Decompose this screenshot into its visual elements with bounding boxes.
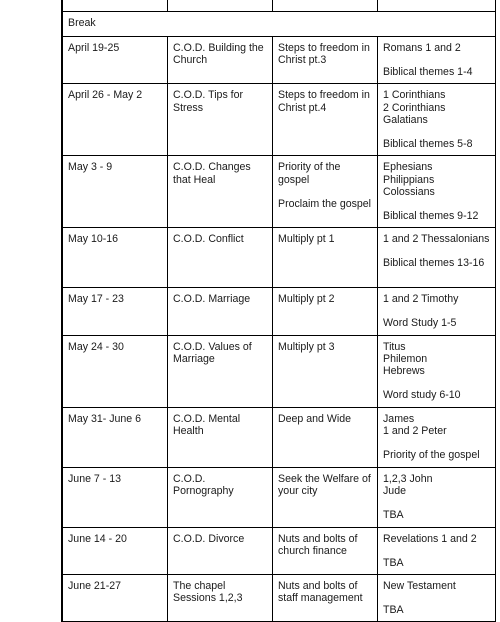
topic-cell bbox=[168, 84, 273, 156]
lesson-cell bbox=[273, 84, 378, 156]
study-theme: Word study 6-10 bbox=[383, 389, 461, 402]
reading-book: Jude bbox=[383, 484, 406, 497]
topic-title: C.O.D. Pornography bbox=[173, 472, 234, 497]
topic-title: C.O.D. Divorce bbox=[173, 532, 245, 545]
topic-title: C.O.D. Changes that Heal bbox=[173, 161, 251, 186]
line-gap bbox=[383, 126, 490, 138]
date-range: April 19-25 bbox=[68, 42, 120, 54]
lesson-title: Nuts and bolts of staff management bbox=[278, 580, 363, 605]
study-theme: Word Study 1-5 bbox=[383, 317, 457, 330]
date-range: May 24 - 30 bbox=[68, 340, 124, 353]
study-theme: TBA bbox=[383, 604, 404, 617]
lesson-title: Multiply pt 3 bbox=[278, 340, 335, 353]
date-range: April 26 - May 2 bbox=[68, 89, 143, 102]
lesson-title: Steps to freedom in Christ pt.3 bbox=[278, 42, 370, 67]
table-row bbox=[63, 527, 496, 574]
date-cell bbox=[63, 407, 168, 467]
date-range: June 7 - 13 bbox=[68, 472, 122, 485]
lesson-cell bbox=[273, 407, 378, 467]
date-cell bbox=[63, 575, 168, 622]
schedule-body bbox=[63, 0, 496, 622]
topic-title: C.O.D. Building the Church bbox=[173, 42, 264, 67]
line-gap bbox=[383, 497, 490, 509]
table-row bbox=[63, 467, 496, 527]
line-gap bbox=[383, 305, 490, 317]
study-theme: TBA bbox=[383, 509, 404, 522]
date-cell bbox=[63, 288, 168, 335]
topic-cell bbox=[168, 288, 273, 335]
topic-cell bbox=[168, 37, 273, 84]
line-gap bbox=[383, 54, 490, 66]
date-cell bbox=[63, 84, 168, 156]
date-range: June 21-27 bbox=[68, 580, 122, 593]
table-cell bbox=[168, 0, 273, 12]
table-row-break bbox=[63, 12, 496, 37]
reading-cell bbox=[378, 37, 496, 84]
reading-book: 1 and 2 Timothy bbox=[383, 293, 459, 306]
reading-cell bbox=[378, 527, 496, 574]
topic-title: C.O.D. Conflict bbox=[173, 233, 244, 246]
lesson-title: Steps to freedom in Christ pt.4 bbox=[278, 89, 370, 114]
reading-cell bbox=[378, 156, 496, 228]
date-cell bbox=[63, 527, 168, 574]
date-range: May 3 - 9 bbox=[68, 161, 113, 174]
table-row bbox=[63, 575, 496, 622]
reading-cell bbox=[378, 228, 496, 288]
lesson-title: Multiply pt 2 bbox=[278, 293, 335, 306]
study-theme: TBA bbox=[383, 556, 404, 569]
date-cell bbox=[63, 228, 168, 288]
table-row bbox=[63, 335, 496, 407]
lesson-cell bbox=[273, 228, 378, 288]
date-range: June 14 - 20 bbox=[68, 532, 127, 545]
reading-book: Hebrews bbox=[383, 365, 425, 378]
lesson-title: Multiply pt 1 bbox=[278, 233, 335, 246]
study-theme: Biblical themes 9-12 bbox=[383, 210, 479, 223]
reading-book: New Testament bbox=[383, 580, 456, 593]
table-row bbox=[63, 407, 496, 467]
topic-cell bbox=[168, 335, 273, 407]
reading-book: 1 Corinthians bbox=[383, 89, 446, 102]
study-theme: Biblical themes 1-4 bbox=[383, 66, 473, 79]
lesson-cell bbox=[273, 467, 378, 527]
line-gap bbox=[383, 592, 490, 604]
reading-book: Philemon bbox=[383, 352, 428, 365]
reading-book: Titus bbox=[383, 340, 406, 353]
schedule-table bbox=[62, 0, 496, 622]
lesson-cell bbox=[273, 37, 378, 84]
reading-book: Revelations 1 and 2 bbox=[383, 532, 477, 545]
reading-book: Galatians bbox=[383, 113, 428, 126]
lesson-cell bbox=[273, 527, 378, 574]
date-range: May 31- June 6 bbox=[68, 412, 142, 425]
line-gap bbox=[383, 245, 490, 257]
topic-title: C.O.D. Marriage bbox=[173, 293, 251, 306]
table-row bbox=[63, 288, 496, 335]
reading-book: 1,2,3 John bbox=[383, 472, 433, 485]
table-row bbox=[63, 37, 496, 84]
topic-title: The chapel Sessions 1,2,3 bbox=[173, 580, 243, 605]
lesson-cell bbox=[273, 156, 378, 228]
topic-cell bbox=[168, 156, 273, 228]
line-gap bbox=[278, 186, 372, 198]
lesson-title: Seek the Welfare of your city bbox=[278, 472, 371, 497]
topic-title: C.O.D. Mental Health bbox=[173, 412, 241, 437]
topic-cell bbox=[168, 407, 273, 467]
reading-cell bbox=[378, 84, 496, 156]
lesson-cell bbox=[273, 335, 378, 407]
lesson-cell bbox=[273, 288, 378, 335]
reading-book: 2 Corinthians bbox=[383, 101, 446, 114]
reading-book: Philippians bbox=[383, 173, 435, 186]
reading-book: Ephesians bbox=[383, 161, 433, 174]
table-row bbox=[63, 84, 496, 156]
date-cell bbox=[63, 37, 168, 84]
reading-book: 1 and 2 Peter bbox=[383, 424, 447, 437]
topic-title: C.O.D. Values of Marriage bbox=[173, 340, 252, 365]
lesson-cell bbox=[273, 575, 378, 622]
reading-cell bbox=[378, 575, 496, 622]
table-row bbox=[63, 228, 496, 288]
study-theme: Priority of the gospel bbox=[383, 449, 480, 462]
table-row bbox=[63, 156, 496, 228]
topic-cell bbox=[168, 575, 273, 622]
lesson-title: Nuts and bolts of church finance bbox=[278, 532, 358, 557]
reading-book: James bbox=[383, 412, 415, 425]
date-cell bbox=[63, 156, 168, 228]
table-cell bbox=[378, 0, 496, 12]
table-row-top-stub bbox=[63, 0, 496, 12]
lesson-title: Proclaim the gospel bbox=[278, 197, 372, 210]
topic-title: C.O.D. Tips for Stress bbox=[173, 89, 244, 114]
break-cell: Break bbox=[63, 12, 496, 37]
reading-book: Romans 1 and 2 bbox=[383, 42, 461, 54]
schedule-sheet bbox=[61, 0, 496, 622]
reading-cell bbox=[378, 467, 496, 527]
line-gap bbox=[383, 437, 490, 449]
reading-book: Colossians bbox=[383, 185, 435, 198]
topic-cell bbox=[168, 228, 273, 288]
line-gap bbox=[383, 545, 490, 557]
reading-cell bbox=[378, 288, 496, 335]
reading-cell bbox=[378, 407, 496, 467]
reading-book: 1 and 2 Thessalonians bbox=[383, 233, 490, 246]
date-cell bbox=[63, 335, 168, 407]
topic-cell bbox=[168, 467, 273, 527]
lesson-title: Priority of the gospel bbox=[278, 161, 341, 186]
lesson-title: Deep and Wide bbox=[278, 412, 352, 425]
line-gap bbox=[383, 198, 490, 210]
topic-cell bbox=[168, 527, 273, 574]
reading-cell bbox=[378, 335, 496, 407]
study-theme: Biblical themes 13-16 bbox=[383, 257, 485, 270]
date-range: May 17 - 23 bbox=[68, 293, 124, 306]
table-cell bbox=[273, 0, 378, 12]
date-range: May 10-16 bbox=[68, 233, 119, 246]
date-cell bbox=[63, 467, 168, 527]
study-theme: Biblical themes 5-8 bbox=[383, 138, 473, 151]
line-gap bbox=[383, 377, 490, 389]
table-cell bbox=[63, 0, 168, 12]
